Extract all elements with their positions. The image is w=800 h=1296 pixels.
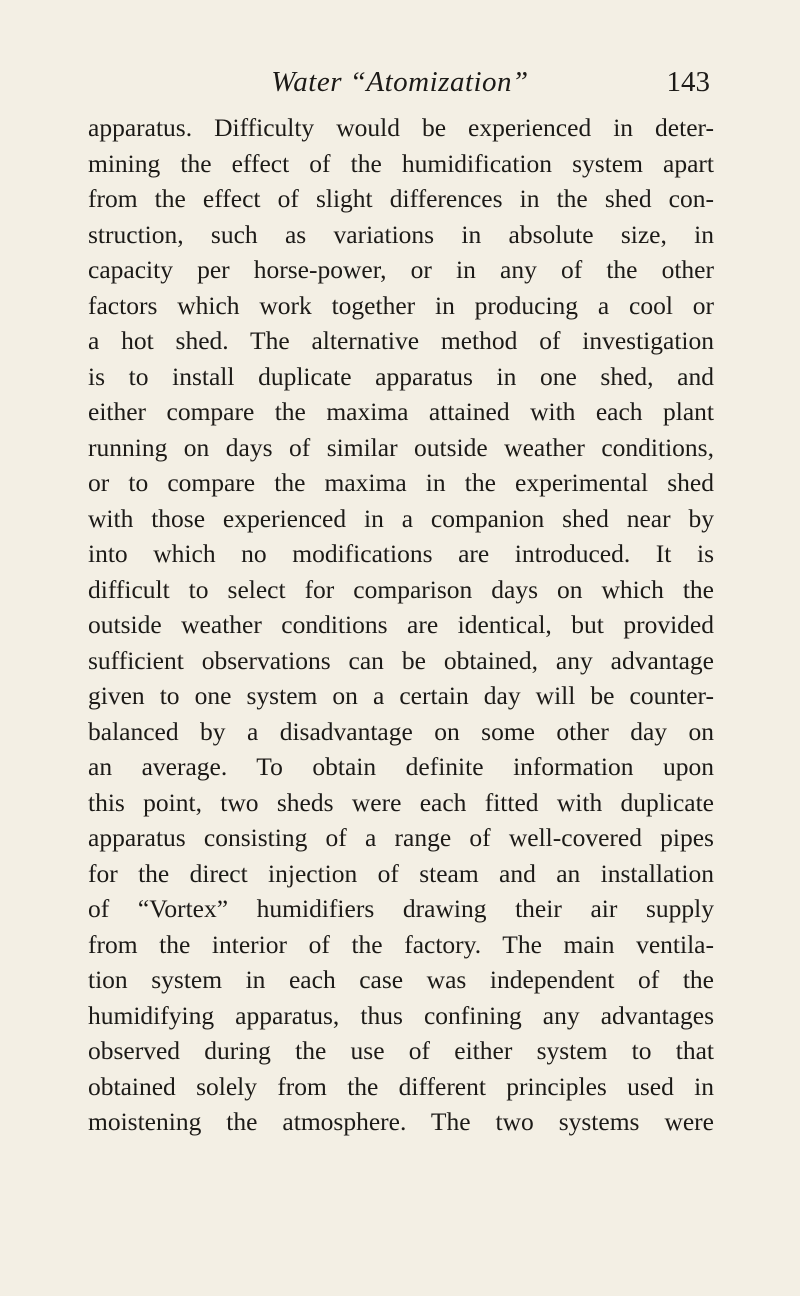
text-line: struction, such as variations in absolute size, in (88, 219, 714, 249)
page-number: 143 (666, 66, 710, 98)
text-line: with those experienced in a companion shed near by (88, 503, 714, 533)
text-line: outside weather conditions are identical, but provided (88, 610, 714, 639)
running-title: Water “Atomization” (271, 66, 529, 98)
text-line: a hot shed. The alternative method of investigation (88, 326, 714, 355)
text-line: difficult to select for comparison days on which the (88, 574, 714, 604)
text-line: humidifying apparatus, thus confining any advantages (88, 1000, 714, 1030)
text-line: apparatus consisting of a range of well-covered pipes (88, 823, 714, 852)
running-head (0, 62, 800, 102)
text-line: is to install duplicate apparatus in one shed, and (88, 361, 714, 391)
text-line: either compare the maxima attained with each plant (88, 397, 714, 426)
body-paragraph (88, 110, 714, 1140)
text-line: for the direct injection of steam and an installation (88, 858, 714, 888)
text-line: obtained solely from the different principles used in (88, 1071, 714, 1101)
text-line: running on days of similar outside weather conditions, (88, 432, 714, 462)
text-line: sufficient observations can be obtained, any advantage (88, 645, 714, 675)
text-line: factors which work together in producing a cool or (88, 290, 714, 320)
text-line: balanced by a disadvantage on some other day on (88, 716, 714, 746)
text-line: apparatus. Difficulty would be experienced in deter- (88, 113, 714, 142)
text-line: from the interior of the factory. The main ventila- (88, 929, 714, 959)
text-line: this point, two sheds were each fitted with duplicate (88, 787, 714, 817)
text-line: an average. To obtain definite information upon (88, 752, 714, 781)
text-line: into which no modifications are introduced. It is (88, 539, 714, 568)
text-line: tion system in each case was independent of the (88, 965, 714, 994)
text-line: capacity per horse-power, or in any of the other (88, 255, 714, 284)
text-line: moistening the atmosphere. The two systems were (88, 1107, 714, 1136)
text-line: mining the effect of the humidification system apart (88, 148, 714, 178)
text-line: of “Vortex” humidifiers drawing their air supply (88, 894, 714, 923)
text-line: or to compare the maxima in the experimental shed (88, 468, 714, 497)
text-line: observed during the use of either system to that (88, 1036, 714, 1065)
text-line: from the effect of slight differences in the shed con- (88, 184, 714, 213)
text-line: given to one system on a certain day will be counter- (88, 681, 714, 710)
